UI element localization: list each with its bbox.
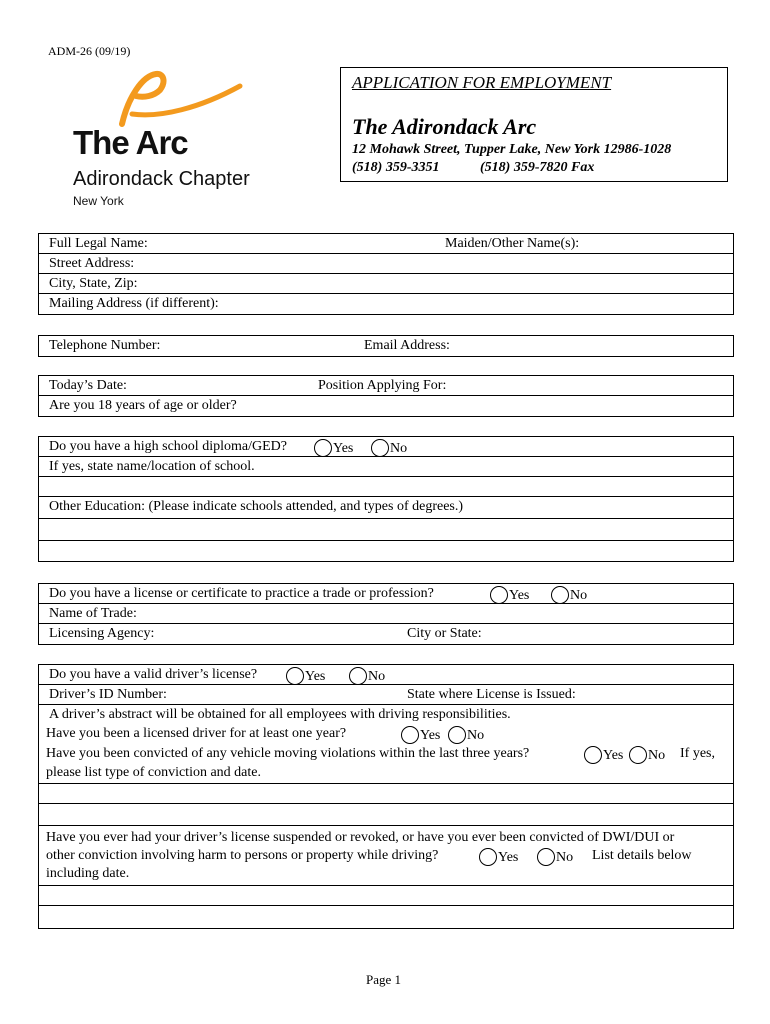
- suspension-no-label: No: [556, 850, 574, 865]
- diploma-yes-label: Yes: [333, 441, 354, 456]
- city-or-state-label: City or State:: [407, 626, 482, 641]
- violations-list-label: please list type of conviction and date.: [46, 765, 261, 780]
- licensed-year-no-label: No: [467, 728, 485, 743]
- state-issued-label: State where License is Issued:: [407, 687, 576, 702]
- violations-yes-label: Yes: [603, 748, 624, 763]
- trade-no-label: No: [570, 588, 588, 603]
- suspension-question-line1: Have you ever had your driver’s license suspended or revoked, or have you ever been convicted of DWI/DUI or: [46, 830, 675, 845]
- drivers-license-no-label: No: [368, 669, 386, 684]
- suspension-no-option[interactable]: [537, 848, 573, 866]
- licensed-year-question: Have you been a licensed driver for at least one year?: [46, 726, 347, 741]
- street-address-label: Street Address:: [49, 256, 135, 271]
- driver-section: [38, 664, 734, 929]
- diploma-no-option[interactable]: [371, 439, 407, 457]
- suspension-question-line3: including date.: [46, 866, 130, 881]
- drivers-license-yes-option[interactable]: [286, 667, 325, 685]
- trade-license-row: [39, 584, 733, 604]
- radio-circle-icon[interactable]: [629, 746, 647, 764]
- city-state-zip-label: City, State, Zip:: [49, 276, 138, 291]
- radio-circle-icon[interactable]: [479, 848, 497, 866]
- driver-id-label: Driver’s ID Number:: [49, 687, 167, 702]
- suspension-question-line2: other conviction involving harm to persons or property while driving?: [46, 848, 439, 863]
- position-applying-label: Position Applying For:: [318, 378, 447, 393]
- violations-no-label: No: [648, 748, 666, 763]
- education-section: [38, 436, 734, 562]
- mailing-address-row[interactable]: [39, 294, 733, 314]
- arc-swoosh-icon: [70, 68, 320, 128]
- radio-circle-icon[interactable]: [584, 746, 602, 764]
- age-row[interactable]: [39, 396, 733, 416]
- contact-row[interactable]: [39, 336, 733, 356]
- school-label: If yes, state name/location of school.: [49, 459, 255, 474]
- drivers-license-no-option[interactable]: [349, 667, 385, 685]
- violations-no-option[interactable]: [629, 746, 665, 764]
- header-box: [340, 67, 728, 182]
- licensed-year-row: [39, 724, 733, 744]
- suspension-yes-label: Yes: [498, 850, 519, 865]
- violations-blank-row[interactable]: [39, 784, 733, 804]
- mailing-address-label: Mailing Address (if different):: [49, 296, 219, 311]
- the-arc-logo: [70, 68, 320, 213]
- licensed-year-yes-label: Yes: [420, 728, 441, 743]
- logo-chapter: Adirondack Chapter: [73, 168, 250, 190]
- violations-blank-row[interactable]: [39, 804, 733, 826]
- date-position-row[interactable]: [39, 376, 733, 396]
- radio-circle-icon[interactable]: [371, 439, 389, 457]
- full-name-row[interactable]: [39, 234, 733, 254]
- license-section: [38, 583, 734, 645]
- street-address-row[interactable]: [39, 254, 733, 274]
- other-education-blank-row[interactable]: [39, 541, 733, 561]
- full-name-label: Full Legal Name:: [49, 236, 148, 251]
- diploma-question: Do you have a high school diploma/GED?: [49, 439, 287, 454]
- suspension-row: [39, 826, 733, 886]
- diploma-no-label: No: [390, 441, 408, 456]
- age-question: Are you 18 years of age or older?: [49, 398, 237, 413]
- radio-circle-icon[interactable]: [537, 848, 555, 866]
- radio-circle-icon[interactable]: [448, 726, 466, 744]
- suspension-list-label: List details below: [592, 848, 692, 863]
- suspension-yes-option[interactable]: [479, 848, 518, 866]
- violations-if-yes: If yes,: [680, 746, 715, 761]
- violations-yes-option[interactable]: [584, 746, 623, 764]
- other-education-label: Other Education: (Please indicate schools attended, and types of degrees.): [49, 499, 464, 514]
- trade-name-label: Name of Trade:: [49, 606, 137, 621]
- form-code: ADM-26 (09/19): [48, 44, 131, 58]
- suspension-blank-row[interactable]: [39, 906, 733, 928]
- school-blank-row[interactable]: [39, 477, 733, 497]
- radio-circle-icon[interactable]: [349, 667, 367, 685]
- radio-circle-icon[interactable]: [314, 439, 332, 457]
- licensed-year-yes-option[interactable]: [401, 726, 440, 744]
- telephone-label: Telephone Number:: [49, 338, 161, 353]
- diploma-yes-option[interactable]: [314, 439, 353, 457]
- other-education-row[interactable]: [39, 497, 733, 519]
- trade-name-row[interactable]: [39, 604, 733, 624]
- licensing-agency-row[interactable]: [39, 624, 733, 644]
- city-state-zip-row[interactable]: [39, 274, 733, 294]
- contact-section: [38, 335, 734, 357]
- other-education-blank-row[interactable]: [39, 519, 733, 541]
- organization-fax: (518) 359-7820 Fax: [480, 160, 595, 175]
- email-label: Email Address:: [364, 338, 450, 353]
- todays-date-label: Today’s Date:: [49, 378, 127, 393]
- drivers-license-row: [39, 665, 733, 685]
- school-row[interactable]: [39, 457, 733, 477]
- personal-info-section: [38, 233, 734, 315]
- application-title: APPLICATION FOR EMPLOYMENT: [352, 73, 612, 92]
- radio-circle-icon[interactable]: [490, 586, 508, 604]
- abstract-note-row: [39, 705, 733, 724]
- trade-license-question: Do you have a license or certificate to practice a trade or profession?: [49, 586, 434, 601]
- radio-circle-icon[interactable]: [551, 586, 569, 604]
- driver-id-row[interactable]: [39, 685, 733, 705]
- logo-brand: The Arc: [73, 124, 188, 161]
- suspension-blank-row[interactable]: [39, 886, 733, 906]
- drivers-license-yes-label: Yes: [305, 669, 326, 684]
- licensed-year-no-option[interactable]: [448, 726, 484, 744]
- diploma-row: [39, 437, 733, 457]
- maiden-name-label: Maiden/Other Name(s):: [445, 236, 580, 251]
- organization-phone: (518) 359-3351: [352, 160, 440, 175]
- organization-address: 12 Mohawk Street, Tupper Lake, New York 12986-1028: [352, 142, 672, 157]
- organization-name: The Adirondack Arc: [352, 114, 537, 139]
- licensing-agency-label: Licensing Agency:: [49, 626, 155, 641]
- abstract-note: A driver’s abstract will be obtained for all employees with driving responsibilities.: [49, 707, 511, 722]
- position-section: [38, 375, 734, 417]
- radio-circle-icon[interactable]: [401, 726, 419, 744]
- violations-row: [39, 744, 733, 784]
- trade-yes-option[interactable]: [490, 586, 529, 604]
- drivers-license-question: Do you have a valid driver’s license?: [49, 667, 258, 682]
- trade-no-option[interactable]: [551, 586, 587, 604]
- page-number: Page 1: [366, 972, 402, 987]
- trade-yes-label: Yes: [509, 588, 530, 603]
- violations-question: Have you been convicted of any vehicle moving violations within the last three years?: [46, 746, 530, 761]
- radio-circle-icon[interactable]: [286, 667, 304, 685]
- logo-state: New York: [73, 194, 124, 208]
